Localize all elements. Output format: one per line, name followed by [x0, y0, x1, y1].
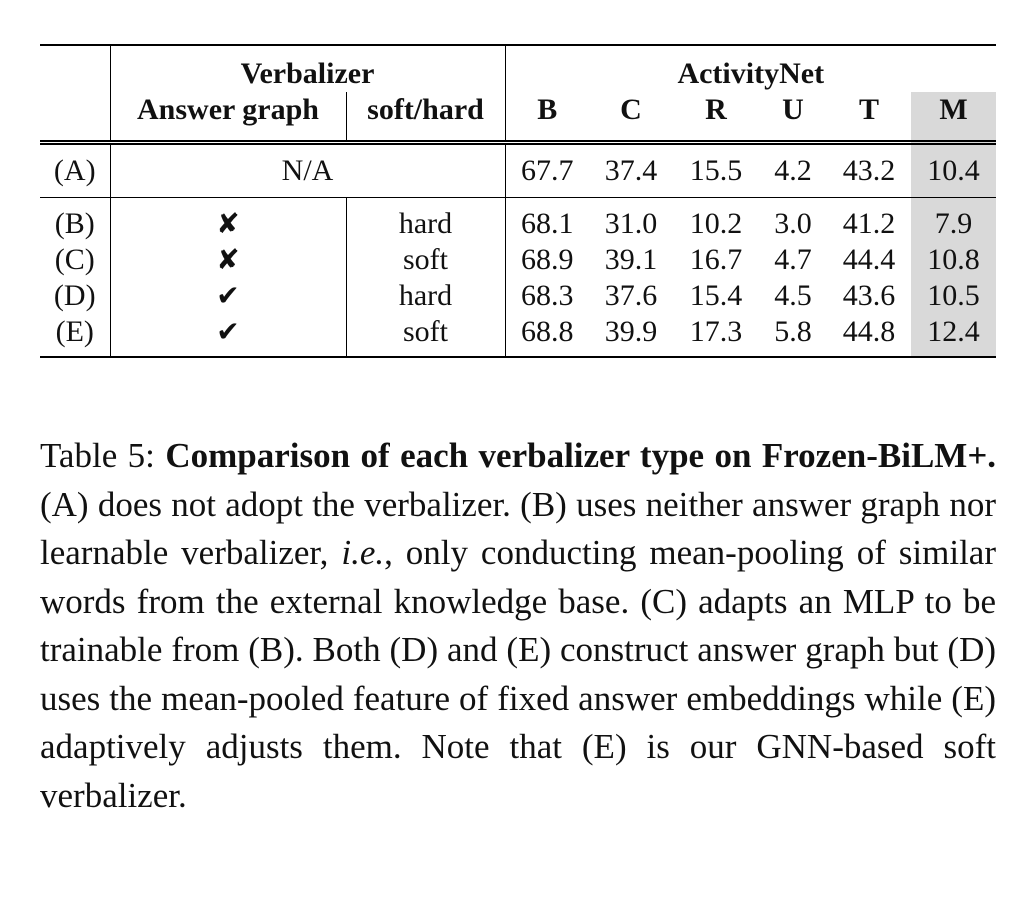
value-cell: 10.5	[911, 278, 996, 314]
value-cell: 10.8	[911, 242, 996, 278]
caption-title: Comparison of each verbalizer type on Frozen-BiLM+.	[165, 436, 997, 475]
value-cell: 68.9	[505, 242, 589, 278]
value-cell: 4.5	[774, 279, 812, 312]
check-icon: ✔	[110, 314, 346, 357]
value-cell: 44.4	[842, 243, 896, 276]
table-row	[40, 143, 996, 198]
cross-icon: ✘	[110, 198, 346, 243]
row-label: (B)	[54, 207, 95, 240]
value-cell: 7.9	[911, 198, 996, 243]
value-cell: 15.5	[689, 154, 743, 187]
row-label: (C)	[54, 243, 95, 276]
metric-header-u: U	[782, 93, 804, 126]
mode-cell: hard	[346, 278, 505, 314]
value-cell: 67.7	[505, 143, 589, 198]
metric-header-c: C	[620, 93, 642, 126]
value-cell: 37.6	[604, 279, 658, 312]
metric-header-b: B	[505, 92, 589, 143]
mode-cell: soft	[346, 242, 505, 278]
mode-cell: soft	[346, 314, 505, 357]
value-cell: 39.9	[604, 315, 658, 348]
caption-ie: i.e.	[341, 533, 385, 572]
metric-header-m: M	[911, 92, 996, 143]
answer-graph-cell: N/A	[110, 143, 505, 198]
value-cell: 43.6	[842, 279, 896, 312]
value-cell: 4.2	[774, 154, 812, 187]
soft-hard-header: soft/hard	[346, 92, 505, 143]
value-cell: 5.8	[774, 315, 812, 348]
table-row	[40, 278, 996, 314]
row-label: (D)	[53, 279, 96, 312]
value-cell: 43.2	[842, 154, 896, 187]
table-row	[40, 198, 996, 243]
activitynet-header: ActivityNet	[505, 45, 996, 92]
results-table	[40, 44, 996, 358]
cross-icon: ✘	[110, 242, 346, 278]
value-cell: 17.3	[689, 315, 743, 348]
value-cell: 41.2	[842, 207, 896, 240]
mode-cell: hard	[346, 198, 505, 243]
value-cell: 44.8	[842, 315, 896, 348]
value-cell: 31.0	[604, 207, 658, 240]
value-cell: 4.7	[774, 243, 812, 276]
caption-body-2: , only conducting mean-pooling of similar words from the external knowledge base. (C) adapts an MLP to be trainable from (B). Both (D) and (E) construct answer graph but (D) uses the mean-pooled feature of fixed answer embeddings while (E) adaptively adjusts them. Note that (E) is our GNN-based soft verbalizer.	[40, 533, 996, 815]
table-row	[40, 242, 996, 278]
caption-label: Table 5:	[40, 436, 155, 475]
value-cell: 12.4	[911, 314, 996, 357]
value-cell: 16.7	[689, 243, 743, 276]
metric-header-t: T	[858, 93, 879, 126]
table-caption	[40, 432, 996, 820]
corner-cell	[40, 45, 110, 92]
value-cell: 3.0	[774, 207, 812, 240]
value-cell: 10.2	[689, 207, 743, 240]
row-label: (E)	[55, 315, 94, 348]
value-cell: 68.3	[505, 278, 589, 314]
value-cell: 15.4	[689, 279, 743, 312]
check-icon: ✔	[110, 278, 346, 314]
value-cell: 39.1	[604, 243, 658, 276]
row-label: (A)	[53, 154, 96, 187]
answer-graph-header: Answer graph	[110, 92, 346, 143]
caption-body-1: (A) does not adopt the verbalizer. (B) uses neither answer graph nor learnable verbalizer,	[40, 484, 996, 572]
value-cell: 10.4	[911, 143, 996, 198]
table-row	[40, 314, 996, 357]
verbalizer-header: Verbalizer	[110, 45, 505, 92]
value-cell: 68.1	[505, 198, 589, 243]
value-cell: 37.4	[604, 154, 658, 187]
value-cell: 68.8	[505, 314, 589, 357]
metric-header-r: R	[705, 93, 727, 126]
